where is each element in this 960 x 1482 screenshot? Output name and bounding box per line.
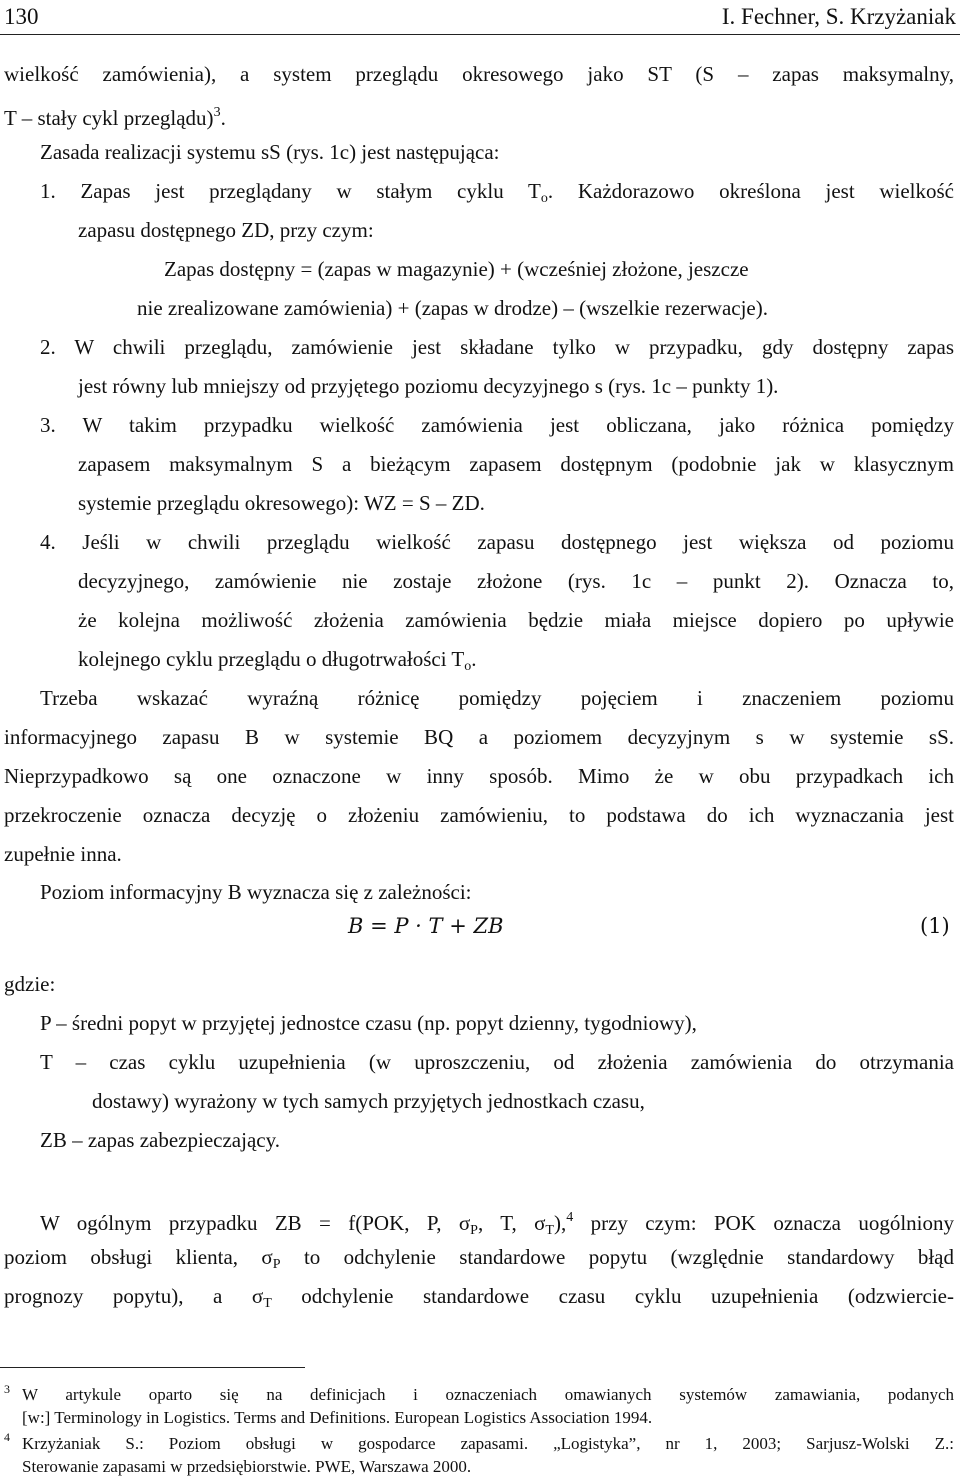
- paragraph-line: poziom obsługi klienta, $\sigma_P$ to odchylenie standardowe popytu (względnie standardowy błąd: [4, 1245, 955, 1272]
- footnote-line: Krzyżaniak S.: Poziom obsługi w gospodarce zapasami. „Logistyka”, nr 1, 2003; Sarjusz-Wolski Z.:: [22, 1434, 954, 1453]
- footnote-line: [w:] Terminology in Logistics. Terms and Definitions. European Logistics Association 1994.: [22, 1408, 653, 1427]
- footnote-number: 4: [4, 1430, 10, 1444]
- paragraph-line: wielkość zamówienia), a system przeglądu okresowego jako ST (S – zapas maksymalny,: [4, 62, 954, 86]
- definition-line: T – czas cyklu uzupełnienia (w uproszczeniu, od złożenia zamówienia do otrzymania: [40, 1050, 954, 1074]
- footnote-line: W artykule oparto się na definicjach i oznaczeniach omawianych systemów zamawiania, podanych: [22, 1385, 954, 1404]
- definition-line: dostawy) wyrażony w tych samych przyjętych jednostkach czasu,: [92, 1089, 645, 1113]
- list-item: 4. Jeśli w chwili przeglądu wielkość zapasu dostępnego jest większa od poziomu: [40, 530, 954, 554]
- list-item-line: kolejnego cyklu przeglądu o długotrwałości $T_o$.: [78, 647, 477, 674]
- paragraph-line: W ogólnym przypadku ZB = f(POK, P, $\sigma_P$, T, $\sigma_T),^4$ przy czym: POK oznacza uogólniony: [40, 1210, 954, 1238]
- paragraph-line: gdzie:: [4, 972, 56, 996]
- footnote-number: 3: [4, 1382, 10, 1396]
- list-item-line: decyzyjnego, zamówienie nie zostaje złożone (rys. 1c – punkt 2). Oznacza to,: [78, 569, 954, 593]
- list-item: 1. Zapas jest przeglądany w stałym cyklu $T_o$. Każdorazowo określona jest wielkość: [40, 179, 955, 206]
- footnote-ref: 4: [566, 1210, 574, 1225]
- formula: B = P · T + ZB: [348, 914, 504, 938]
- paragraph-line: Trzeba wskazać wyraźną różnicę pomiędzy pojęciem i znaczeniem poziomu: [40, 686, 954, 710]
- paragraph-line: T – stały cykl przeglądu)$^3$.: [4, 105, 226, 130]
- page-number: 130: [4, 4, 39, 29]
- definition-line: nie zrealizowane zamówienia) + (zapas w drodze) – (wszelkie rezerwacje).: [137, 296, 768, 320]
- footnote-line: Sterowanie zapasami w przedsiębiorstwie. PWE, Warszawa 2000.: [22, 1457, 472, 1476]
- paragraph-line: Zasada realizacji systemu sS (rys. 1c) jest następująca:: [40, 140, 500, 164]
- equation-number: (1): [920, 914, 950, 938]
- list-item: 2. W chwili przeglądu, zamówienie jest składane tylko w przypadku, gdy dostępny zapas: [40, 335, 954, 359]
- footnote-ref: 3: [213, 105, 221, 120]
- definition-line: P – średni popyt w przyjętej jednostce czasu (np. popyt dzienny, tygodniowy),: [40, 1011, 697, 1035]
- list-item-line: że kolejna możliwość złożenia zamówienia będzie miała miejsce dopiero po upływie: [78, 608, 954, 632]
- running-header-authors: I. Fechner, S. Krzyżaniak: [721, 4, 956, 29]
- definition-line: ZB – zapas zabezpieczający.: [40, 1128, 280, 1152]
- list-item-line: zapasem maksymalnym S a bieżącym zapasem dostępnym (podobnie jak w klasycznym: [78, 452, 954, 476]
- paragraph-line: prognozy popytu), a $\sigma_T$ odchylenie standardowe czasu cyklu uzupełnienia (odzwiercie-: [4, 1284, 954, 1311]
- paragraph-line: informacyjnego zapasu B w systemie BQ a poziomem decyzyjnym s w systemie sS.: [4, 725, 954, 749]
- footnote-rule: [0, 1367, 305, 1368]
- list-item: 3. W takim przypadku wielkość zamówienia jest obliczana, jako różnica pomiędzy: [40, 413, 954, 437]
- definition-line: Zapas dostępny = (zapas w magazynie) + (wcześniej złożone, jeszcze: [164, 257, 749, 281]
- paragraph-line: zupełnie inna.: [4, 842, 122, 866]
- list-item-line: systemie przeglądu okresowego): WZ = S – ZD.: [78, 491, 485, 515]
- list-item-line: zapasu dostępnego ZD, przy czym:: [78, 218, 374, 242]
- list-item-line: jest równy lub mniejszy od przyjętego poziomu decyzyjnego s (rys. 1c – punkty 1).: [78, 374, 779, 398]
- header-rule: [0, 34, 960, 35]
- paragraph-line: Poziom informacyjny B wyznacza się z zależności:: [40, 880, 472, 904]
- paragraph-line: Nieprzypadkowo są one oznaczone w inny sposób. Mimo że w obu przypadkach ich: [4, 764, 954, 788]
- paragraph-line: przekroczenie oznacza decyzję o złożeniu zamówieniu, to podstawa do ich wyznaczania jest: [4, 803, 954, 827]
